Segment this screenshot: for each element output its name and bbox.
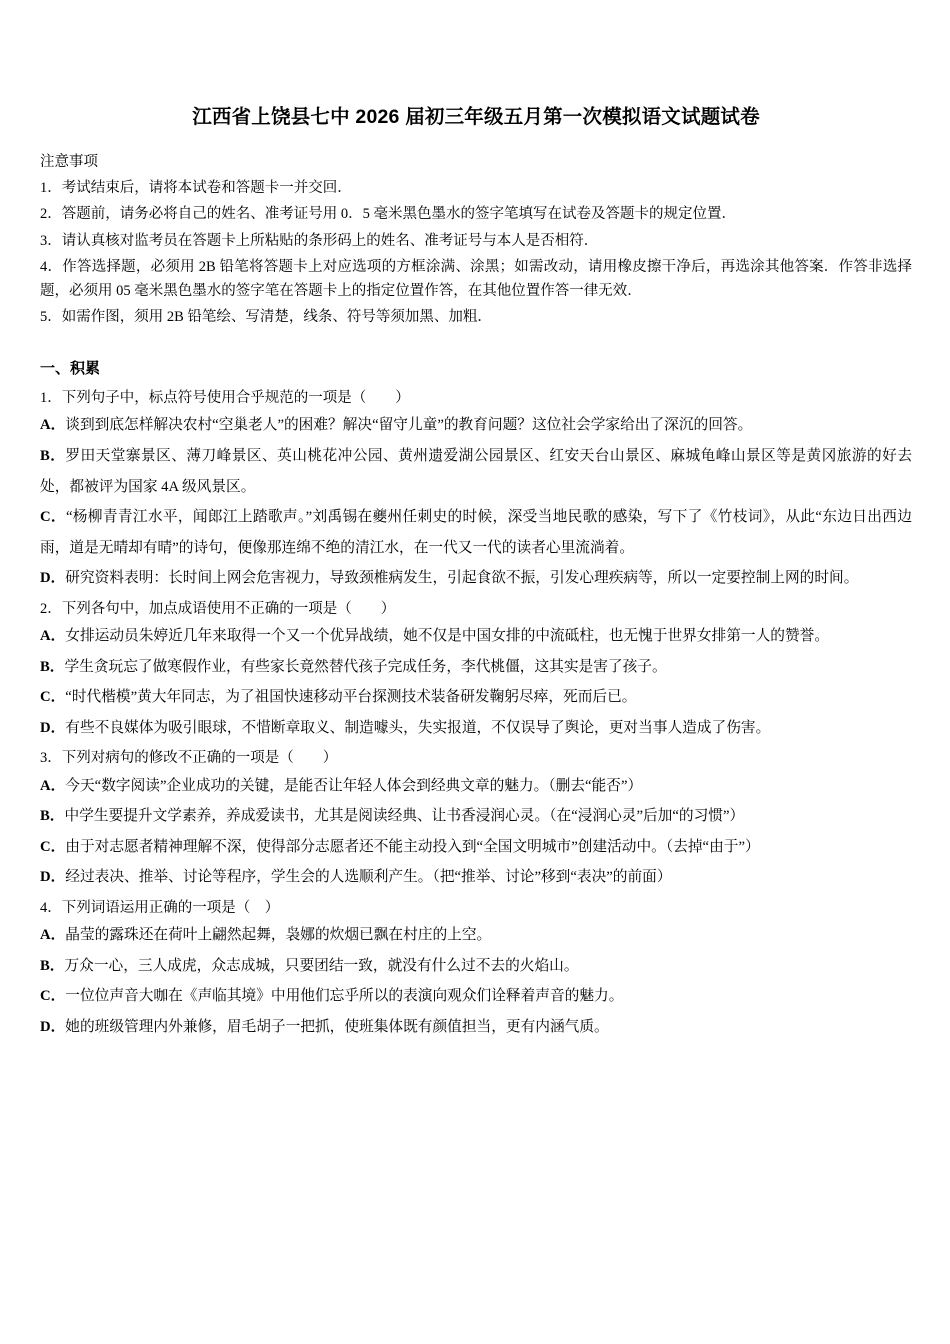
option-text: 女排运动员朱婷近几年来取得一个又一个优异战绩，她不仅是中国女排的中流砥柱，也无愧于世界女排第一人的赞誉。 [65, 628, 830, 645]
option-d[interactable] [40, 563, 912, 594]
option-text: “时代楷模”黄大年同志，为了祖国快速移动平台探测技术装备研发鞠躬尽瘁，死而后已。 [65, 689, 637, 706]
option-text: 罗田天堂寨景区、薄刀峰景区、英山桃花冲公园、黄州遗爱湖公园景区、红安天台山景区、麻城龟峰山景区等是黄冈旅游的好去处，都被评为国家 4A 级风景区。 [40, 447, 913, 495]
section-heading: 一、积累 [40, 360, 101, 377]
option-letter: D． [40, 719, 66, 736]
option-letter: B． [40, 808, 65, 825]
option-letter: C． [40, 988, 66, 1005]
option-text: 今天“数字阅读”企业成功的关键，是能否让年轻人体会到经典文章的魅力。（删去“能否”） [65, 777, 643, 794]
option-letter: D． [40, 570, 66, 587]
notice-item: 5．如需作图，须用 2B 铅笔绘、写清楚，线条、符号等须加黑、加粗． [40, 309, 492, 326]
question-number: 4． [40, 899, 62, 916]
option-a[interactable] [40, 621, 912, 652]
option-text: 一位位声音大咖在《声临其境》中用他们忘乎所以的表演向观众们诠释着声音的魅力。 [65, 988, 624, 1005]
notice-item: 4．作答选择题，必须用 2B 铅笔将答题卡上对应选项的方框涂满、涂黑；如需改动，请用橡皮擦干净后，再选涂其他答案．作答非选择题，必须用 05 毫米黑色墨水的签字笔在答题卡上的指定位置作答，在其他位置作答一律无效． [40, 259, 912, 299]
option-text: 谈到到底怎样解决农村“空巢老人”的困难？解决“留守儿童”的教育问题？这位社会学家给出了深沉的回答。 [65, 417, 753, 434]
option-text: 有些不良媒体为吸引眼球，不惜断章取义、制造噱头，失实报道，不仅误导了舆论，更对当事人造成了伤害。 [65, 719, 771, 736]
option-letter: A． [40, 927, 66, 944]
question-stem-text: 下列词语运用正确的一项是（ ） [61, 899, 280, 916]
option-letter: D． [40, 869, 66, 886]
option-letter: B． [40, 957, 65, 974]
question-1 [40, 380, 912, 594]
question-number: 1． [40, 390, 62, 407]
notice-heading: 注意事项 [40, 154, 98, 171]
option-b[interactable] [40, 441, 912, 502]
option-text: 研究资料表明：长时间上网会危害视力，导致颈椎病发生，引起食欲不振，引发心理疾病等，所以一定要控制上网的时间。 [65, 570, 859, 587]
notice-item: 2．答题前，请务必将自己的姓名、准考证号用 0．5 毫米黑色墨水的签字笔填写在试卷及答题卡的规定位置． [40, 206, 736, 223]
question-stem [40, 598, 912, 621]
question-4 [40, 893, 912, 1043]
option-a[interactable] [40, 771, 912, 802]
page-title: 江西省上饶县七中 2026 届初三年级五月第一次模拟语文试题试卷 [192, 106, 760, 128]
option-text: 由于对志愿者精神理解不深，使得部分志愿者还不能主动投入到“全国文明城市”创建活动中。（去掉“由于”） [65, 838, 760, 855]
option-a[interactable] [40, 410, 912, 441]
notice-section [40, 130, 912, 329]
option-a[interactable] [40, 920, 912, 951]
option-c[interactable] [40, 981, 912, 1012]
section-accumulation [40, 330, 912, 1043]
option-text: 晶莹的露珠还在荷叶上翩然起舞，袅娜的炊烟已飘在村庄的上空。 [65, 927, 492, 944]
option-letter: B． [40, 447, 66, 464]
option-letter: B． [40, 658, 65, 675]
option-b[interactable] [40, 801, 912, 832]
question-number: 3． [40, 750, 62, 767]
question-stem-text: 下列句子中，标点符号使用合乎规范的一项是（ ） [61, 390, 410, 407]
option-letter: D． [40, 1018, 66, 1035]
question-3 [40, 743, 912, 893]
question-stem-text: 下列各句中，加点成语使用不正确的一项是（ ） [61, 600, 396, 617]
option-text: 万众一心，三人成虎，众志成城，只要团结一致，就没有什么过不去的火焰山。 [64, 957, 579, 974]
question-stem [40, 387, 912, 410]
option-c[interactable] [40, 832, 912, 863]
question-stem [40, 897, 912, 920]
option-letter: A． [40, 777, 66, 794]
option-c[interactable] [40, 682, 912, 713]
question-2 [40, 594, 912, 744]
option-letter: A． [40, 628, 66, 645]
document-content [40, 0, 912, 1042]
question-number: 2． [40, 600, 62, 617]
option-letter: C． [40, 689, 66, 706]
option-text: 经过表决、推举、讨论等程序，学生会的人选顺利产生。（把“推举、讨论”移到“表决”的前面） [65, 869, 672, 886]
option-text: 中学生要提升文学素养，养成爱读书，尤其是阅读经典、让书香浸润心灵。（在“浸润心灵”后加“的习惯”） [64, 808, 745, 825]
option-letter: C． [40, 509, 66, 526]
option-text: “杨柳青青江水平，闻郎江上踏歌声。”刘禹锡在夔州任刺史的时候，深受当地民歌的感染，写下了《竹枝词》，从此“东边日出西边雨，道是无晴却有晴”的诗句，便像那连绵不绝的清江水，在一代又一代的读者心里流淌着。 [40, 509, 912, 556]
option-letter: C． [40, 838, 66, 855]
question-stem-text: 下列对病句的修改不正确的一项是（ ） [61, 750, 338, 767]
option-d[interactable] [40, 713, 912, 744]
notice-item: 3．请认真核对监考员在答题卡上所粘贴的条形码上的姓名、准考证号与本人是否相符． [40, 232, 599, 249]
option-b[interactable] [40, 652, 912, 683]
question-stem [40, 747, 912, 770]
option-text: 她的班级管理内外兼修，眉毛胡子一把抓，使班集体既有颜值担当，更有内涵气质。 [65, 1018, 609, 1035]
option-d[interactable] [40, 1012, 912, 1043]
option-letter: A． [40, 417, 66, 434]
option-text: 学生贪玩忘了做寒假作业，有些家长竟然替代孩子完成任务，李代桃僵，这其实是害了孩子。 [64, 658, 667, 675]
option-c[interactable] [40, 502, 912, 563]
notice-item: 1．考试结束后，请将本试卷和答题卡一并交回． [40, 179, 352, 196]
option-b[interactable] [40, 951, 912, 982]
option-d[interactable] [40, 862, 912, 893]
